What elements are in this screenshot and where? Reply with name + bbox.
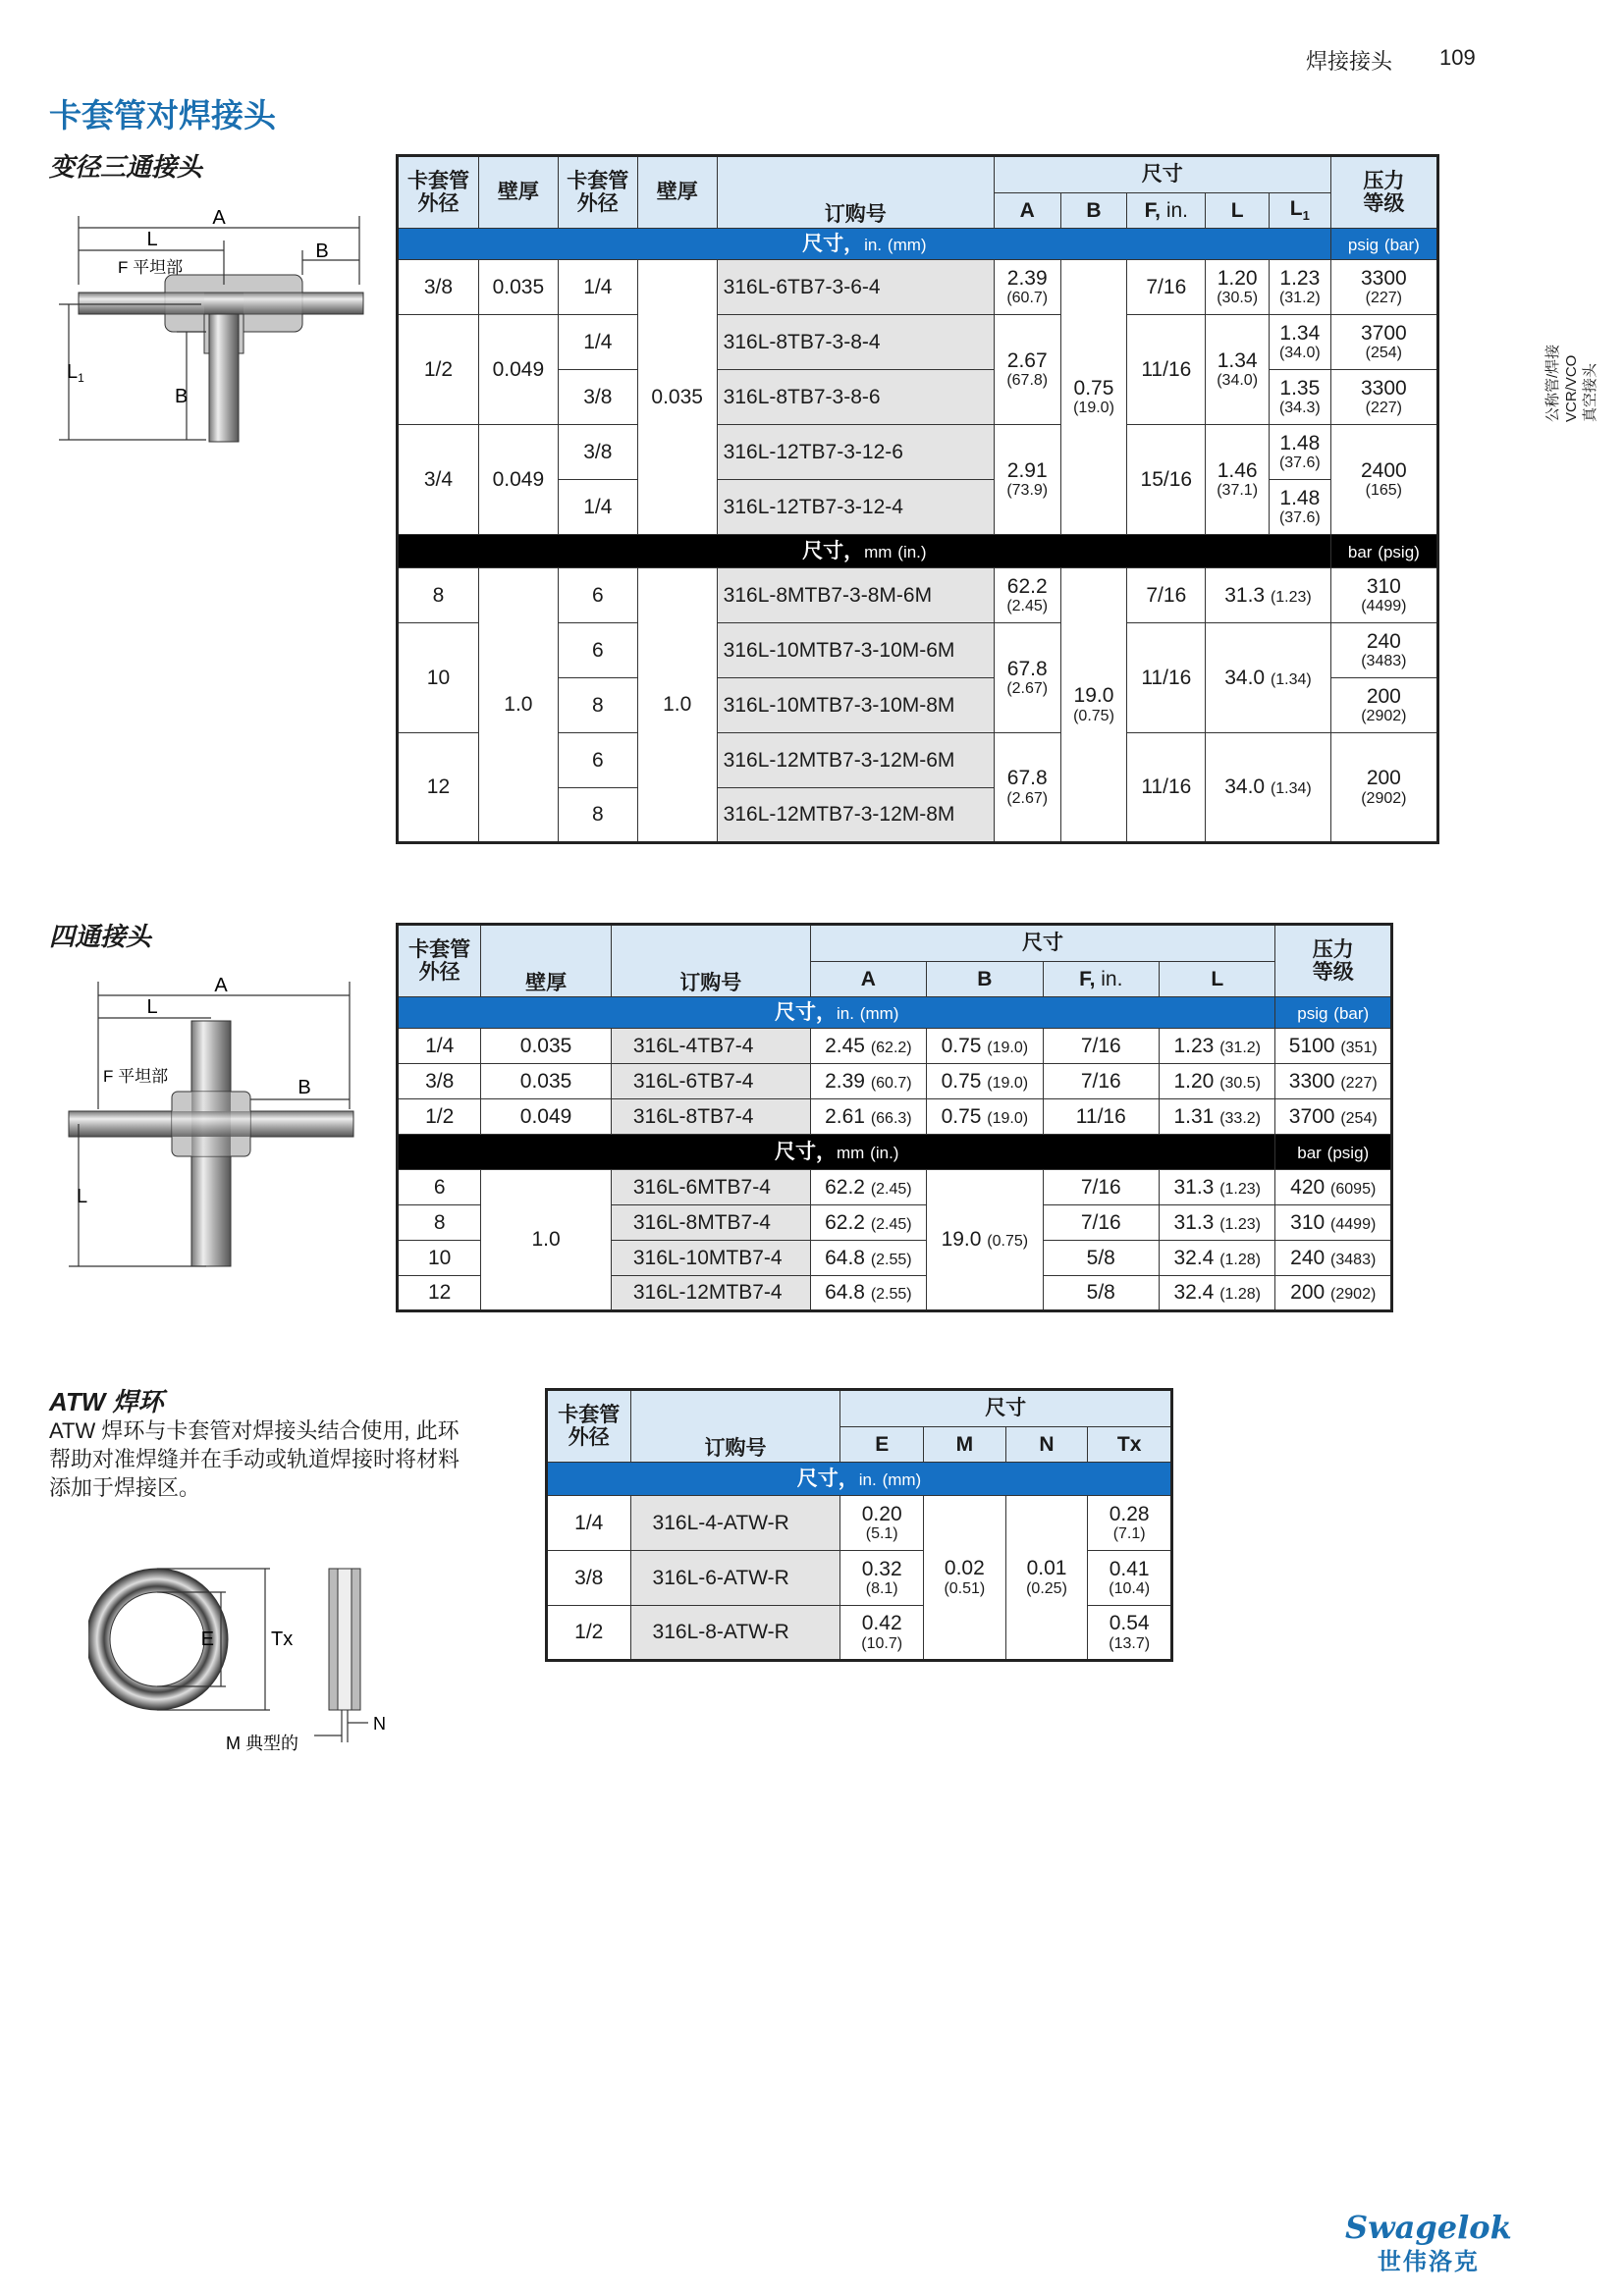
logo-text-en: Swagelok xyxy=(1345,2209,1512,2246)
table-row: 12 6 316L-12MTB7-3-12M-6M 67.8 (2.67) 11/16 34.0 (1.34) 200 (2902) xyxy=(398,733,1438,788)
dim-label-B: B xyxy=(315,240,329,262)
table-row: 3/4 0.049 3/8 316L-12TB7-3-12-6 2.91 (73.9) 15/16 1.46 (37.1) 1.48 (37.6) 2400 (165) xyxy=(398,425,1438,480)
col-L1: $L_1$ xyxy=(1269,193,1330,229)
reducing-tee-title: 变径三通接头 xyxy=(49,152,203,182)
table-row: 8 316L-12MTB7-3-12M-8M xyxy=(398,788,1438,843)
table-row: 10 316L-10MTB7-4 64.8 (2.55) 5/8 32.4 (1.28) 240 (3483) xyxy=(398,1241,1392,1276)
col-F: F, in. xyxy=(1043,962,1159,997)
col-L: L xyxy=(1206,193,1270,229)
table-row: 10 6 316L-10MTB7-3-10M-6M 67.8 (2.67) 11/16 34.0 (1.34) 240 (3483) xyxy=(398,623,1438,678)
col-dims: 尺寸 xyxy=(840,1390,1172,1427)
unit-row-in: 尺寸，in. (mm) xyxy=(547,1463,1172,1496)
unit-row-in: 尺寸，in. (mm) psig (bar) xyxy=(398,997,1392,1029)
page-title: 卡套管对焊接头 xyxy=(49,97,276,133)
dim-label-A: A xyxy=(212,207,226,229)
col-E: E xyxy=(840,1427,924,1463)
dim-label-N: N xyxy=(373,1714,386,1734)
ring-inner xyxy=(110,1592,204,1686)
dim-label-L: L xyxy=(146,229,158,250)
tee-body xyxy=(79,275,363,442)
table-row: 3/8 0.035 316L-6TB7-4 2.39 (60.7) 0.75 (19.0) 7/16 1.20 (30.5) 3300 (227) xyxy=(398,1064,1392,1099)
table-row: 3/8 0.035 1/4 0.035 316L-6TB7-3-6-4 2.39 (60.7) 0.75 (19.0) 7/16 1.20 (30.5) 1.23 (31.2) 3300 (227) xyxy=(398,260,1438,315)
col-B: B xyxy=(1060,193,1127,229)
table-row: 1/2 0.049 316L-8TB7-4 2.61 (66.3) 0.75 (19.0) 11/16 1.31 (33.2) 3700 (254) xyxy=(398,1099,1392,1135)
dim-label-F: F 平坦部 xyxy=(118,258,184,277)
table-row: 8 1.0 6 1.0 316L-8MTB7-3-8M-6M 62.2 (2.45) 19.0 (0.75) 7/16 31.3 (1.23) 310 (4499) xyxy=(398,568,1438,623)
section-header: 焊接接头 xyxy=(1306,49,1393,74)
cross-diagram xyxy=(59,972,363,1276)
col-M: M xyxy=(924,1427,1006,1463)
atw-ring-diagram xyxy=(88,1561,452,1757)
table-row: 3/8 316L-6-ATW-R 0.32 (8.1) 0.41 (10.4) xyxy=(547,1551,1172,1606)
dim-label-M: M 典型的 xyxy=(226,1734,298,1753)
side-tab-line: 公称管/焊接 xyxy=(1544,344,1561,422)
page-number: 109 xyxy=(1439,45,1476,70)
cross-table xyxy=(396,923,1393,1312)
col-wall: 壁厚 xyxy=(481,925,612,997)
unit-row-mm: 尺寸，mm (in.) bar (psig) xyxy=(398,535,1438,568)
side-tab-line: VCR/VCO xyxy=(1563,354,1580,422)
col-B: B xyxy=(927,962,1043,997)
table-row: 1/4 316L-12TB7-3-12-4 1.48 (37.6) xyxy=(398,480,1438,535)
table-row: 1/4 0.035 316L-4TB7-4 2.45 (62.2) 0.75 (19.0) 7/16 1.23 (31.2) 5100 (351) xyxy=(398,1029,1392,1064)
table-row: 6 1.0 316L-6MTB7-4 62.2 (2.45) 19.0 (0.75) 7/16 31.3 (1.23) 420 (6095) xyxy=(398,1170,1392,1205)
side-tab xyxy=(1543,324,1622,422)
col-Tx: Tx xyxy=(1088,1427,1172,1463)
logo-text-cn: 世伟洛克 xyxy=(1377,2249,1480,2275)
table-row: 8 316L-8MTB7-4 62.2 (2.45) 7/16 31.3 (1.23) 310 (4499) xyxy=(398,1205,1392,1241)
table-row: 1/4 316L-4-ATW-R 0.20 (5.1) 0.02 (0.51) 0.01 (0.25) 0.28 (7.1) xyxy=(547,1496,1172,1551)
atw-table xyxy=(545,1388,1173,1662)
col-part: 订购号 xyxy=(611,925,810,997)
dim-label-Tx: Tx xyxy=(271,1629,294,1650)
table-row: 1/2 0.049 1/4 316L-8TB7-3-8-4 2.67 (67.8) 11/16 1.34 (34.0) 1.34 (34.0) 3700 (254) xyxy=(398,315,1438,370)
cross-body xyxy=(69,1021,353,1266)
col-N: N xyxy=(1005,1427,1088,1463)
dim-label-E: E xyxy=(200,1629,214,1650)
col-wall2: 壁厚 xyxy=(637,156,717,229)
swagelok-logo xyxy=(1345,2209,1512,2276)
table-row: 3/8 316L-8TB7-3-8-6 1.35 (34.3) 3300 (227) xyxy=(398,370,1438,425)
col-L: L xyxy=(1160,962,1275,997)
col-pressure: 压力 等级 xyxy=(1275,925,1392,997)
cross-title: 四通接头 xyxy=(49,922,152,951)
col-wall: 壁厚 xyxy=(478,156,558,229)
atw-intro: ATW 焊环与卡套管对焊接头结合使用, 此环帮助对准焊缝并在手动或轨道焊接时将材料添加于焊接区。 xyxy=(49,1418,460,1500)
unit-row-mm: 尺寸，mm (in.) bar (psig) xyxy=(398,1135,1392,1170)
side-tab-line: 真空接头 xyxy=(1582,362,1598,422)
col-tube-od: 卡套管 外径 xyxy=(398,156,479,229)
col-F: F, in. xyxy=(1127,193,1206,229)
col-pressure: 压力 等级 xyxy=(1330,156,1437,229)
col-part: 订购号 xyxy=(717,156,994,229)
col-tube-od: 卡套管 外径 xyxy=(547,1390,631,1463)
table-row: 12 316L-12MTB7-4 64.8 (2.55) 5/8 32.4 (1.28) 200 (2902) xyxy=(398,1276,1392,1311)
col-tube-od2: 卡套管 外径 xyxy=(558,156,637,229)
col-tube-od: 卡套管 外径 xyxy=(398,925,481,997)
dim-label-L1: $L_1$ xyxy=(67,361,84,385)
dim-label-Lv: L xyxy=(77,1186,88,1207)
col-part: 订购号 xyxy=(630,1390,840,1463)
dim-label-L: L xyxy=(146,996,158,1018)
dim-label-F: F 平坦部 xyxy=(103,1067,169,1086)
unit-row-in: 尺寸，in. (mm) psig (bar) xyxy=(398,229,1438,260)
dim-label-B2: B xyxy=(175,386,189,407)
col-dims: 尺寸 xyxy=(810,925,1275,962)
dim-label-A: A xyxy=(214,975,228,996)
col-A: A xyxy=(994,193,1060,229)
table-row: 8 316L-10MTB7-3-10M-8M 200 (2902) xyxy=(398,678,1438,733)
reducing-tee-diagram xyxy=(59,206,383,452)
reducing-tee-table xyxy=(396,154,1439,844)
atw-title: ATW 焊环 xyxy=(49,1387,164,1416)
dim-label-B: B xyxy=(298,1077,311,1098)
col-A: A xyxy=(810,962,926,997)
col-dims: 尺寸 xyxy=(994,156,1330,193)
table-row: 1/2 316L-8-ATW-R 0.42 (10.7) 0.54 (13.7) xyxy=(547,1606,1172,1661)
